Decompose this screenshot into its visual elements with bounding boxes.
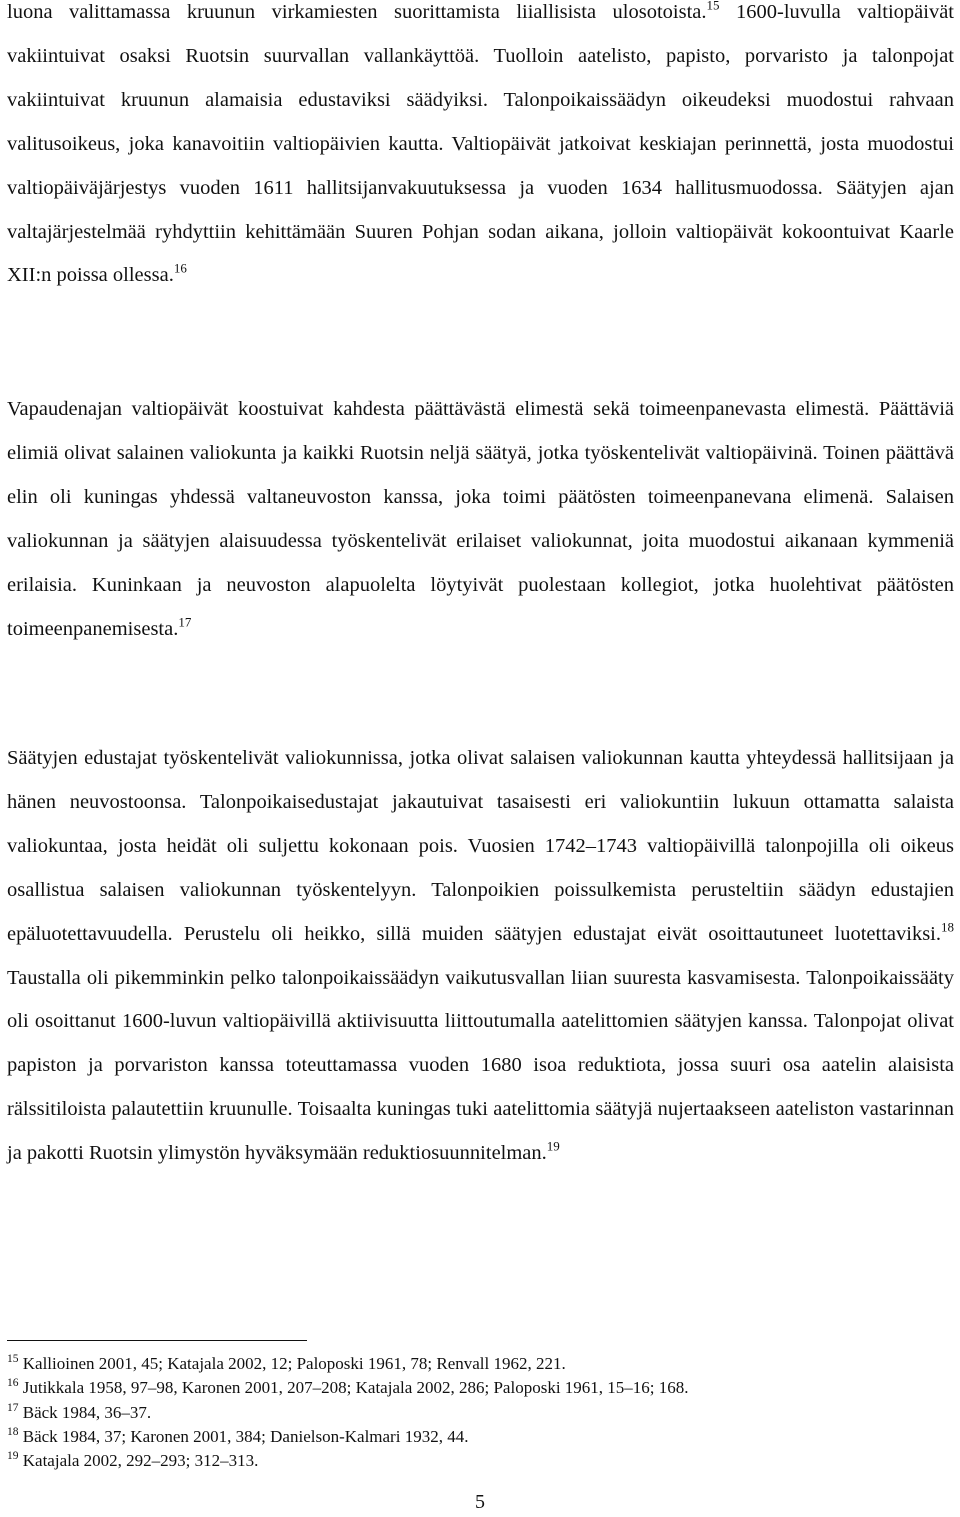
footnote-ref-18[interactable]: 18 (941, 919, 954, 935)
footnote-number: 16 (7, 1377, 19, 1390)
footnote-separator (7, 1340, 307, 1341)
footnote-18 (7, 1425, 907, 1449)
page-number: 5 (475, 1491, 485, 1513)
footnote-15 (7, 1352, 907, 1376)
body-paragraph-1 (7, 0, 954, 298)
body-paragraph-3 (7, 737, 954, 1176)
footnote-number: 17 (7, 1401, 19, 1414)
footnote-17 (7, 1401, 907, 1425)
footnote-text: Kallioinen 2001, 45; Katajala 2002, 12; Paloposki 1961, 78; Renvall 1962, 221. (22, 1354, 566, 1373)
footnote-text: Bäck 1984, 36–37. (22, 1402, 152, 1422)
footnote-ref-15[interactable]: 15 (706, 0, 720, 13)
footnote-text: Jutikkala 1958, 97–98, Karonen 2001, 207–208; Katajala 2002, 286; Paloposki 1961, 15–16; 168. (22, 1378, 689, 1398)
paragraph-text: 1600-luvulla valtiopäivät vakiintuivat osaksi Ruotsin suurvallan vallankäyttöä. Tuolloin aatelisto, papisto, porvaristo ja talonpojat vakiintuivat kruunun alamaisia edustaviksi säädyiksi. Talonpoikaissäädyn oikeudeksi muodostui rahvaan valitusoikeus, joka kanavoitiin valtiopäivien kautta. Valtiopäivät jatkoivat keskiajan perinnettä, josta muodostui valtiopäiväjärjestys vuoden 1611 hallitsijanvakuutuksessa ja vuoden 1634 hallitusmuodossa. Säätyjen ajan valtajärjestelmää ryhdyttiin kehittämään Suuren Pohjan sodan aikana, jolloin valtiopäivät kokoontuivat Kaarle XII:n poissa ollessa. (7, 1, 954, 287)
paragraph-text: Taustalla oli pikemminkin pelko talonpoikaissäädyn vaikutusvallan liian suuresta kasvamisesta. Talonpoikaissääty oli osoittanut 1600-luvun valtiopäivillä aktiivisuutta liittoutumalla aatelittomien säätyjen kanssa. Talonpojat olivat papiston ja porvariston kanssa toteuttamassa vuoden 1680 isoa reduktiota, jossa suuri osa aatelin alaisista rälssitiloista palautettiin kruunulle. Toisaalta kuningas tuki aatelittomia säätyjä nujertaakseen aateliston vastarinnan ja pakotti Ruotsin ylimystön hyväksymään reduktiosuunnitelman. (7, 966, 954, 1165)
footnote-19 (7, 1449, 907, 1473)
footnote-ref-19[interactable]: 19 (546, 1138, 560, 1154)
footnote-number: 18 (7, 1426, 19, 1438)
footnote-number: 15 (7, 1353, 19, 1366)
body-paragraph-2 (7, 388, 954, 651)
paragraph-text: Säätyjen edustajat työskentelivät valiokunnissa, jotka olivat salaisen valiokunnan kautta yhteydessä hallitsijaan ja hänen neuvostoonsa. Talonpoikaisedustajat jakautuivat tasaisesti eri valiokuntiin lukuun ottamatta salaista valiokuntaa, josta heidät oli suljettu kokonaan pois. Vuosien 1742–1743 valtiopäivillä talonpojilla oli oikeus osallistua salaisen valiokunnan työskentelyyn. Talonpoikien poissulkemista perusteltiin säädyn edustajien epäluotettavuudella. Perustelu oli heikko, sillä muiden säätyjen edustajat eivät osoittautuneet luotettaviksi. (7, 747, 954, 945)
footnote-ref-16[interactable]: 16 (173, 261, 187, 276)
footnote-16 (7, 1376, 907, 1400)
paragraph-text: Vapaudenajan valtiopäivät koostuivat kahdesta päättävästä elimestä sekä toimeenpanevasta elimestä. Päättäviä elimiä olivat salainen valiokunta ja kaikki Ruotsin neljä säätyä, jotka työskentelivät valtiopäivinä. Toinen päättävä elin oli kuningas yhdessä valtaneuvoston kanssa, joka toimi päätösten toimeenpanevana elimenä. Salaisen valiokunnan ja säätyjen alaisuudessa työskentelivät erilaiset valiokunnat, joita muodostui aikanaan kymmeniä erilaisia. Kuninkaan ja neuvoston alapuolelta löytyivät puolestaan kollegiot, jotka huolehtivat päätösten toimeenpanemisesta. (7, 398, 954, 640)
paragraph-text: luona valittamassa kruunun virkamiesten suorittamista liiallisista ulosotoista. (7, 1, 707, 23)
footnote-text: Bäck 1984, 37; Karonen 2001, 384; Danielson-Kalmari 1932, 44. (22, 1426, 469, 1446)
footnotes-section (7, 1352, 907, 1473)
footnote-text: Katajala 2002, 292–293; 312–313. (22, 1451, 259, 1471)
footnote-ref-17[interactable]: 17 (178, 614, 192, 630)
footnote-number: 19 (7, 1450, 19, 1463)
